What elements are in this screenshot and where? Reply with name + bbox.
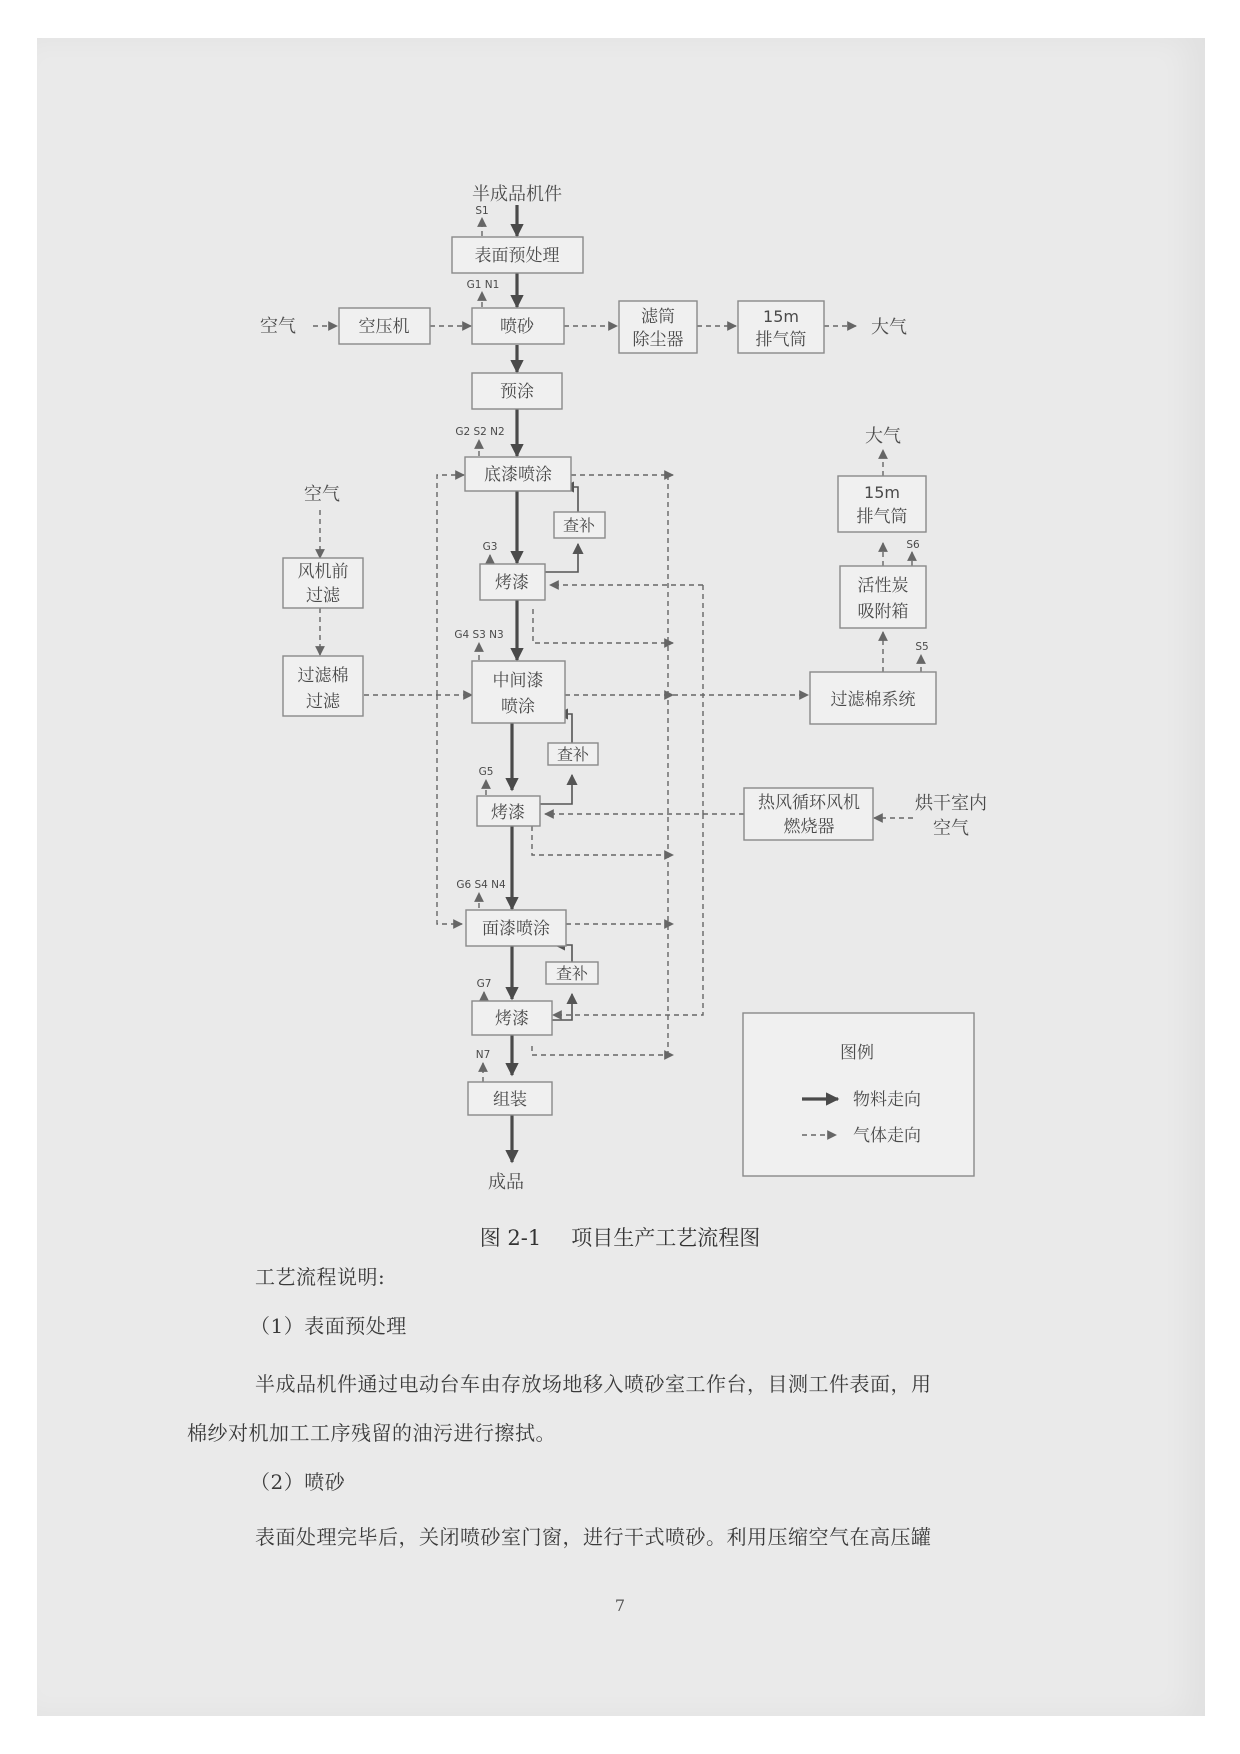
emission-g1n1: G1 N1 <box>466 279 500 291</box>
emission-g7: G7 <box>476 978 492 990</box>
primer-label: 底漆喷涂 <box>484 465 552 485</box>
figure-caption <box>0 1222 1240 1252</box>
assembly-label: 组装 <box>493 1090 527 1110</box>
emission-g6s4n4: G6 S4 N4 <box>456 879 506 891</box>
precoat-label: 预涂 <box>500 382 534 402</box>
atmosphere-a-label: 大气 <box>871 317 907 338</box>
repair2-label: 查补 <box>556 745 590 764</box>
legend-title: 图例 <box>840 1043 874 1063</box>
section2-line1: 表面处理完毕后，关闭喷砂室门窗，进行干式喷砂。利用压缩空气在高压罐 <box>255 1525 932 1549</box>
section1-line1: 半成品机件通过电动台车由存放场地移入喷砂室工作台，目测工件表面，用 <box>255 1372 932 1396</box>
repair1-label: 查补 <box>562 516 596 535</box>
repair3-label: 查补 <box>555 964 589 983</box>
bake1-label: 烤漆 <box>495 573 529 593</box>
emission-g2s2n2: G2 S2 N2 <box>455 426 505 438</box>
stack-b-label-2: 排气筒 <box>856 507 908 527</box>
stack-a-label-2: 排气筒 <box>755 330 807 350</box>
dust-filter-label-2: 除尘器 <box>632 330 684 350</box>
hot-air-label-1: 热风循环风机 <box>758 793 860 813</box>
atmosphere-b-label: 大气 <box>865 426 901 447</box>
sandblast-label: 喷砂 <box>500 317 534 337</box>
compressor-label: 空压机 <box>358 317 410 337</box>
stack-b-label-1: 15m <box>864 483 900 502</box>
emission-n7: N7 <box>475 1049 491 1061</box>
emission-g4s3n3: G4 S3 N3 <box>454 629 504 641</box>
midcoat-label-2: 喷涂 <box>501 697 535 717</box>
emission-g5: G5 <box>478 766 494 778</box>
prefilter-label-1: 风机前 <box>297 562 349 582</box>
figure-title: 项目生产工艺流程图 <box>571 1226 761 1250</box>
figure-number: 图 2-1 <box>479 1226 542 1250</box>
top-input-label: 半成品机件 <box>472 184 562 205</box>
cotton-system-label: 过滤棉系统 <box>830 690 916 710</box>
emission-s6: S6 <box>906 539 920 551</box>
emission-s1: S1 <box>475 205 489 217</box>
legend-material-label: 物料走向 <box>853 1090 921 1110</box>
bake2-label: 烤漆 <box>491 803 525 823</box>
emission-g3: G3 <box>482 541 498 553</box>
emission-s5: S5 <box>915 641 929 653</box>
cotton-label-2: 过滤 <box>306 692 340 712</box>
legend-gas-label: 气体走向 <box>853 1126 921 1146</box>
carbon-label-1: 活性炭 <box>857 576 909 596</box>
air-label-top: 空气 <box>260 316 296 337</box>
carbon-label-2: 吸附箱 <box>857 602 909 622</box>
air-label-left: 空气 <box>304 484 340 505</box>
midcoat-label-1: 中间漆 <box>492 671 544 691</box>
oven-air-label-1: 烘干室内 <box>915 793 987 814</box>
prefilter-label-2: 过滤 <box>306 586 340 606</box>
cotton-label-1: 过滤棉 <box>297 666 349 686</box>
pretreat-label: 表面预处理 <box>474 246 560 266</box>
section1-line2: 棉纱对机加工工序残留的油污进行擦拭。 <box>187 1421 556 1445</box>
oven-air-label-2: 空气 <box>933 818 969 839</box>
output-label: 成品 <box>488 1172 524 1193</box>
bake3-label: 烤漆 <box>495 1009 529 1029</box>
section1-heading: （1）表面预处理 <box>250 1314 407 1338</box>
hot-air-label-2: 燃烧器 <box>783 817 835 837</box>
topcoat-label: 面漆喷涂 <box>482 919 550 939</box>
dust-filter-label-1: 滤筒 <box>641 307 675 327</box>
stack-a-label-1: 15m <box>763 307 799 326</box>
intro-text: 工艺流程说明: <box>255 1265 386 1289</box>
page-number: 7 <box>614 1596 626 1615</box>
section2-heading: （2）喷砂 <box>250 1470 346 1494</box>
